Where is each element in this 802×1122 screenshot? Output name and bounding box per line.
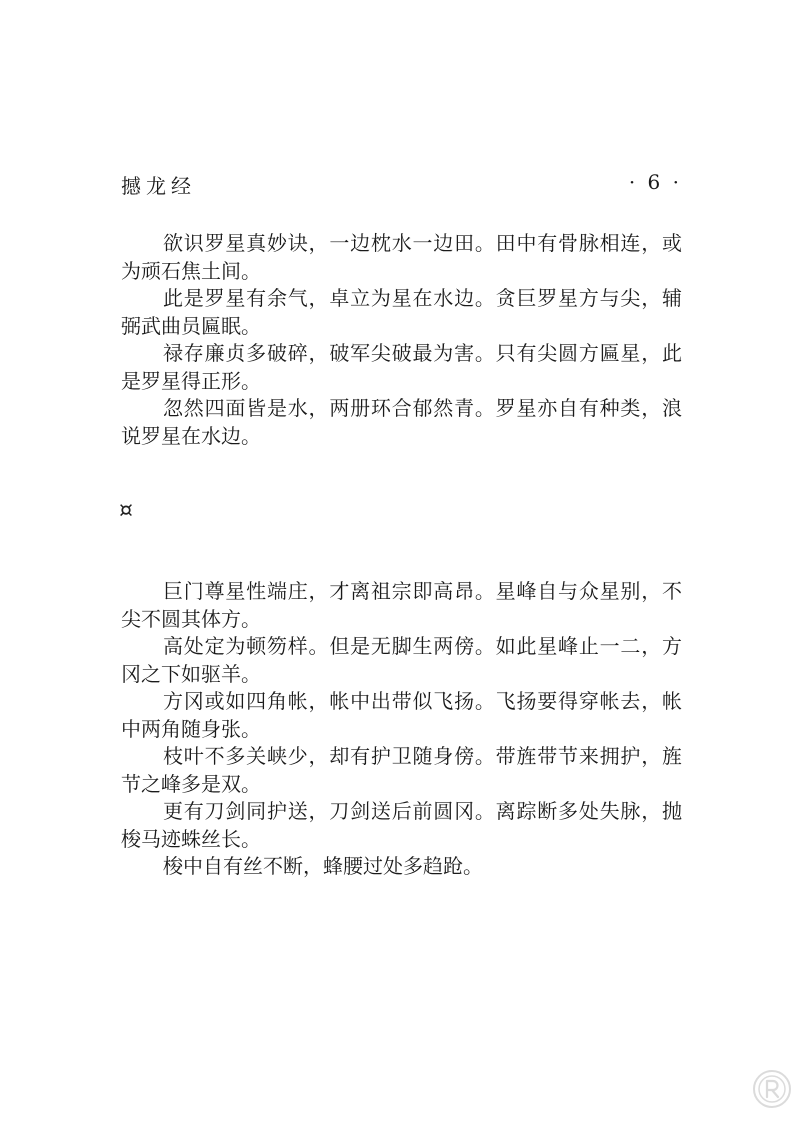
registered-seal-icon [752, 1069, 792, 1109]
paragraph: 欲识罗星真妙诀，一边枕水一边田。田中有骨脉相连，或为顽石焦土间。 [121, 231, 682, 283]
book-title: 撼龙经 [121, 174, 196, 198]
section-one [121, 230, 682, 450]
paragraph: 禄存廉贞多破碎，破军尖破最为害。只有尖圆方匾星，此是罗星得正形。 [121, 341, 682, 393]
paragraph: 梭中自有丝不断，蜂腰过处多趋跄。 [163, 854, 483, 878]
paragraph: 更有刀剑同护送，刀剑送后前圆冈。离踪断多处失脉，抛梭马迹蛛丝长。 [121, 799, 682, 851]
paragraph: 枝叶不多关峡少，却有护卫随身傍。带旌带节来拥护，旌节之峰多是双。 [121, 744, 682, 796]
paragraph: 巨门尊星性端庄，才离祖宗即高昂。星峰自与众星别，不尖不圆其体方。 [121, 579, 682, 631]
section-separator: ¤ [119, 498, 133, 523]
paragraph: 方冈或如四角帐，帐中出带似飞扬。飞扬要得穿帐去，帐中两角随身张。 [121, 689, 682, 741]
paragraph: 忽然四面皆是水，两册环合郁然青。罗星亦自有种类，浪说罗星在水边。 [121, 396, 682, 448]
page-header [121, 170, 682, 200]
section-two [121, 578, 682, 881]
paragraph: 高处定为顿笏样。但是无脚生两傍。如此星峰止一二，方冈之下如驱羊。 [121, 634, 682, 686]
page-number: · 6 · [628, 170, 682, 194]
paragraph: 此是罗星有余气，卓立为星在水边。贪巨罗星方与尖，辅弼武曲员匾眠。 [121, 286, 682, 338]
